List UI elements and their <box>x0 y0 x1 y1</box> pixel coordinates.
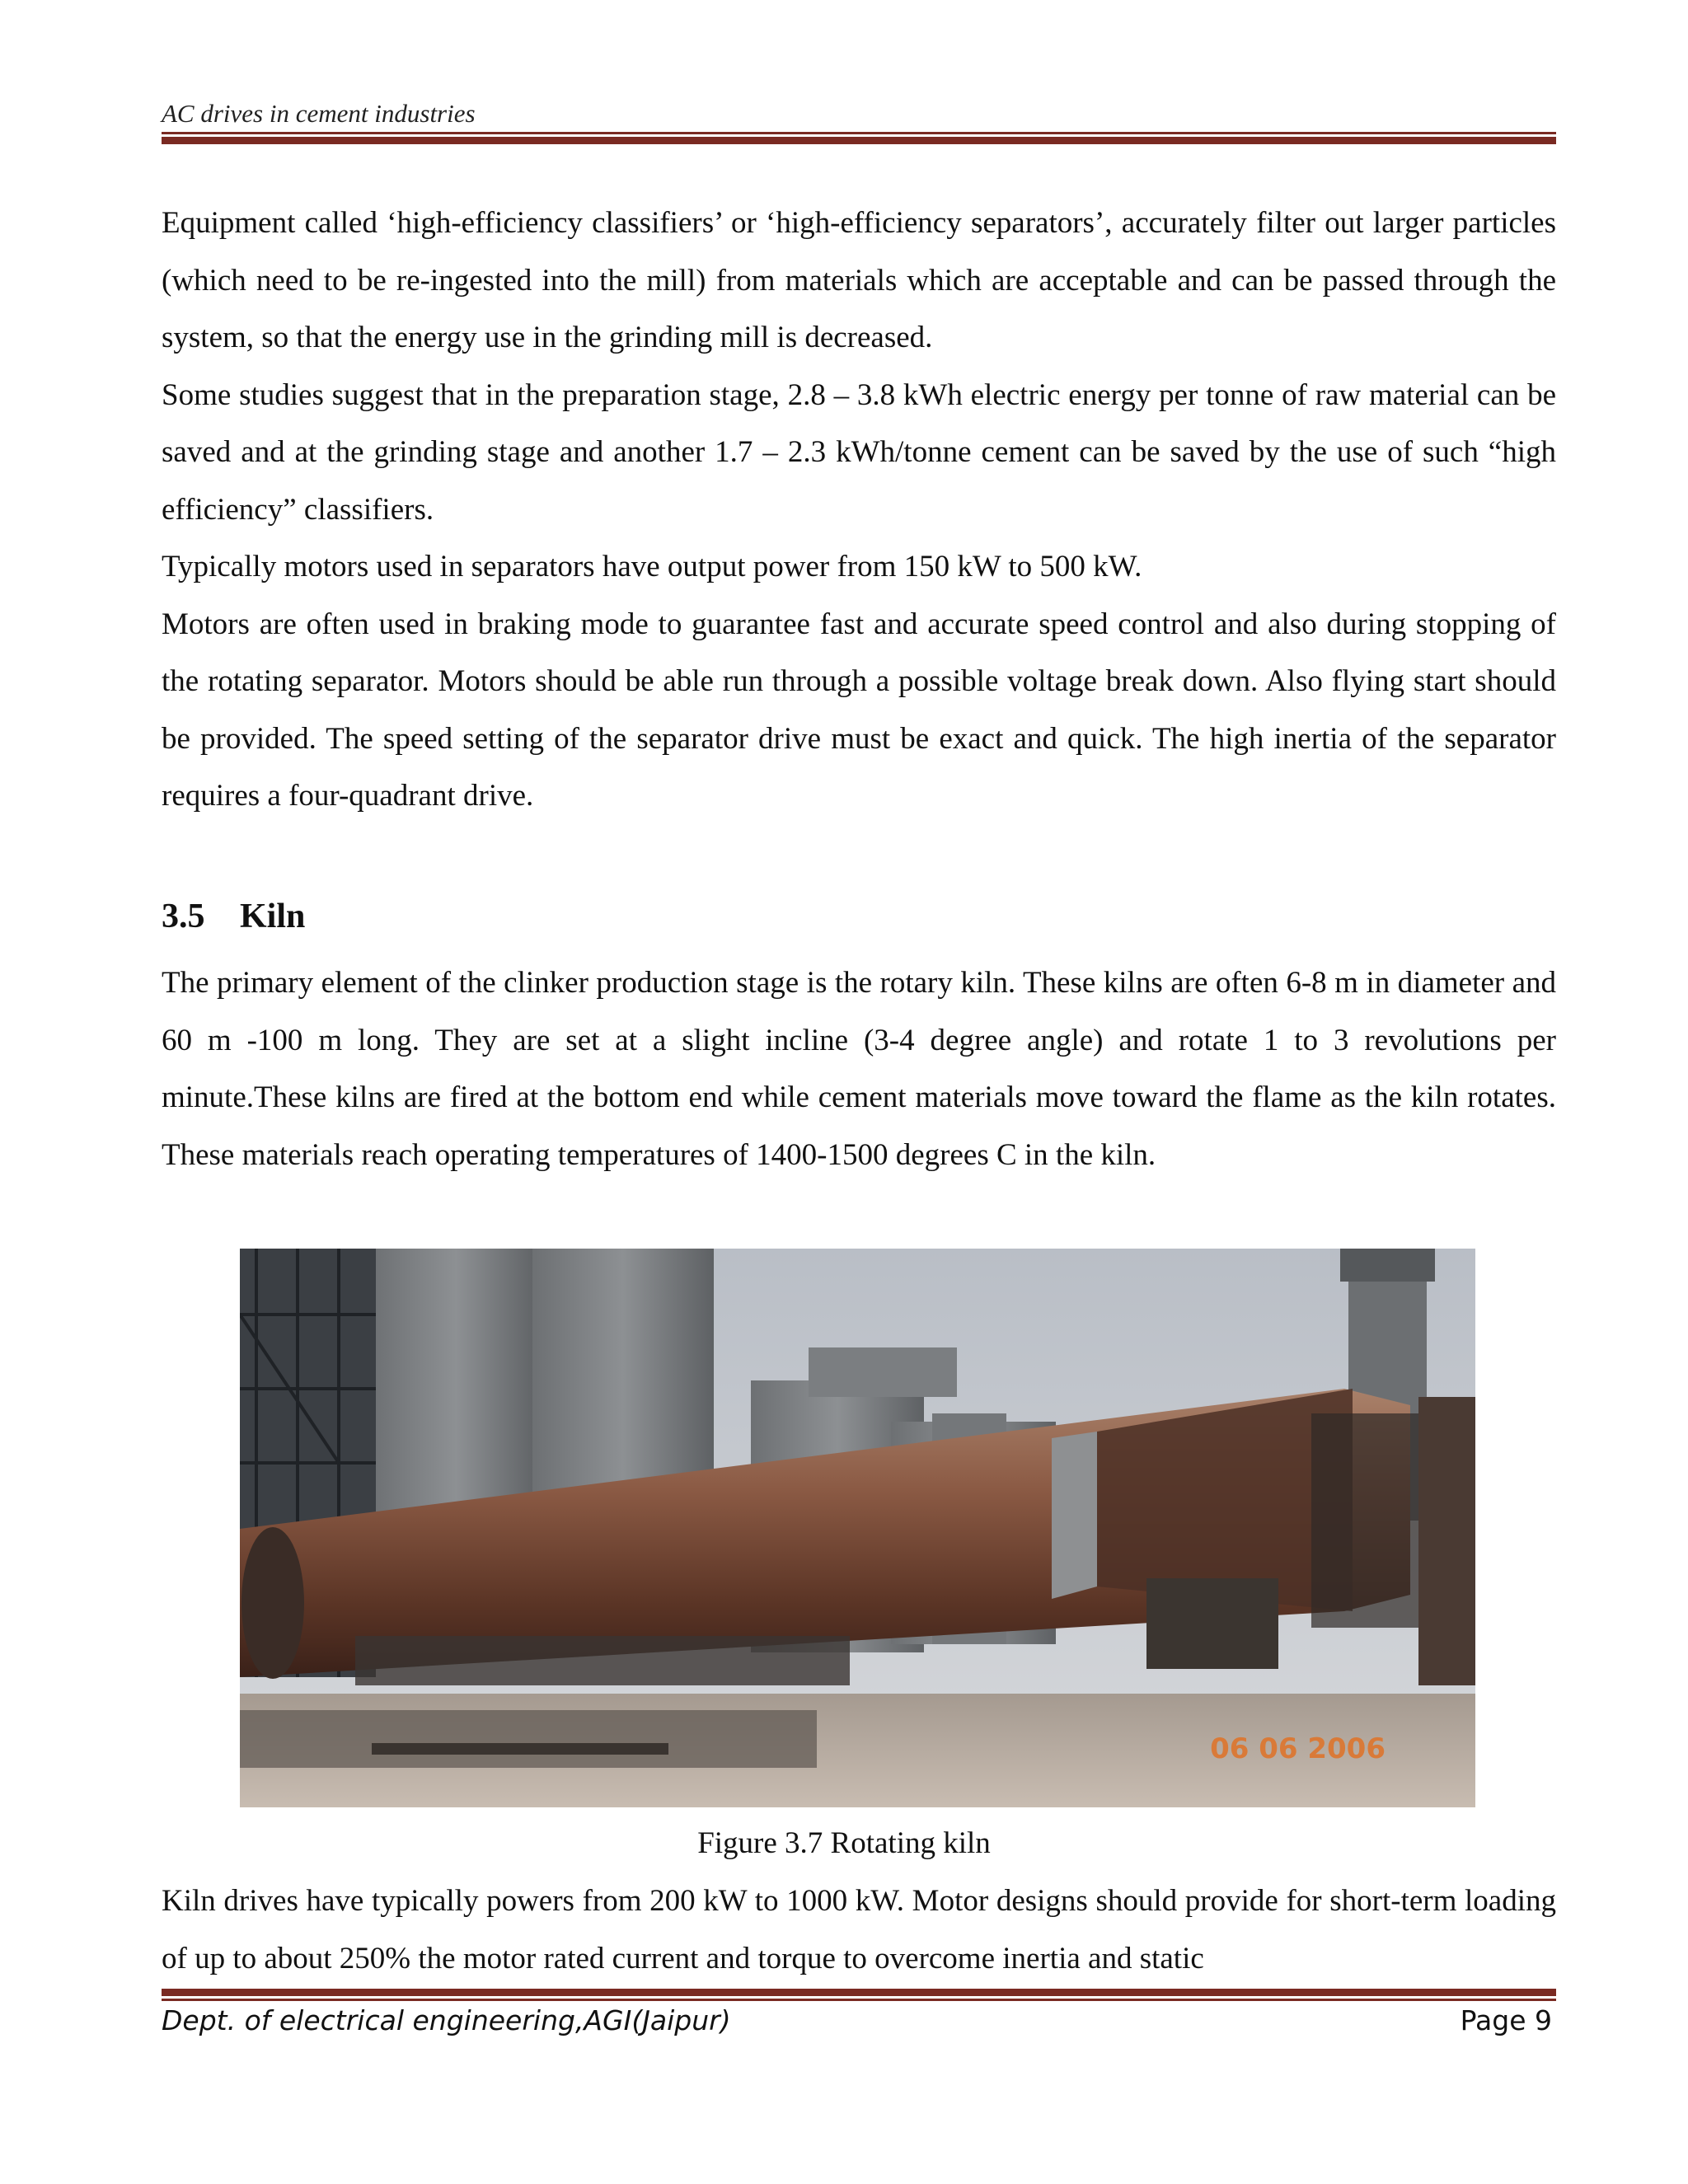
paragraph-kiln: The primary element of the clinker production stage is the rotary kiln. These kilns are often 6-8 m in diameter and 60 m -100 m long. They are set at a slight incline (3-4 degree angle) and rotate 1 to 3 revolutions per minute.These kilns are fired at the bottom end while cement materials move toward the flame as the kiln rotates. These materials reach operating temperatures of 1400-1500 degrees C in the kiln. <box>162 966 1556 1172</box>
paragraph-classifiers: Equipment called ‘high-efficiency classifiers’ or ‘high-efficiency separators’, accurately filter out larger particles (which need to be re-ingested into the mill) from materials which are acceptable and can be passed through the system, so that the energy use in the grinding mill is decreased. <box>162 206 1556 354</box>
body-text-top <box>162 194 1556 825</box>
photo-date-stamp: 06 06 2006 <box>1210 1732 1386 1765</box>
section-heading <box>162 897 305 936</box>
paragraph-braking-mode: Motors are often used in braking mode to guarantee fast and accurate speed control and also during stopping of the rotating separator. Motors should be able run through a possible voltage break down. Also flying start should be provided. The speed setting of the separator drive must be exact and quick. The high inertia of the separator requires a four-quadrant drive. <box>162 607 1556 813</box>
footer-rule-thin <box>162 1999 1556 2001</box>
figure-caption: Figure 3.7 Rotating kiln <box>697 1826 991 1860</box>
body-text-bottom <box>162 1872 1556 1987</box>
header-rule-thin <box>162 132 1556 134</box>
body-text-kiln <box>162 954 1556 1183</box>
paragraph-kiln-drives: Kiln drives have typically powers from 200 kW to 1000 kW. Motor designs should provide for short-term loading of up to about 250% the motor rated current and torque to overcome inertia and static <box>162 1884 1556 1975</box>
header-rule-thick <box>162 137 1556 144</box>
section-number: 3.5 <box>162 898 205 935</box>
footer-rule-thick <box>162 1989 1556 1996</box>
paragraph-energy-savings: Some studies suggest that in the preparation stage, 2.8 – 3.8 kWh electric energy per tonne of raw material can be saved and at the grinding stage and another 1.7 – 2.3 kWh/tonne cement can be saved by the use of such “high efficiency” classifiers. <box>162 377 1556 527</box>
paragraph-separator-motor-power: Typically motors used in separators have output power from 150 kW to 500 kW. <box>162 550 1142 583</box>
running-header-title: AC drives in cement industries <box>162 99 476 128</box>
rotating-kiln-photo <box>240 1249 1475 1807</box>
footer-page-number: Page 9 <box>1460 2004 1552 2036</box>
section-title: Kiln <box>240 898 306 935</box>
footer-department: Dept. of electrical engineering,AGI(Jaipur) <box>162 2004 731 2036</box>
